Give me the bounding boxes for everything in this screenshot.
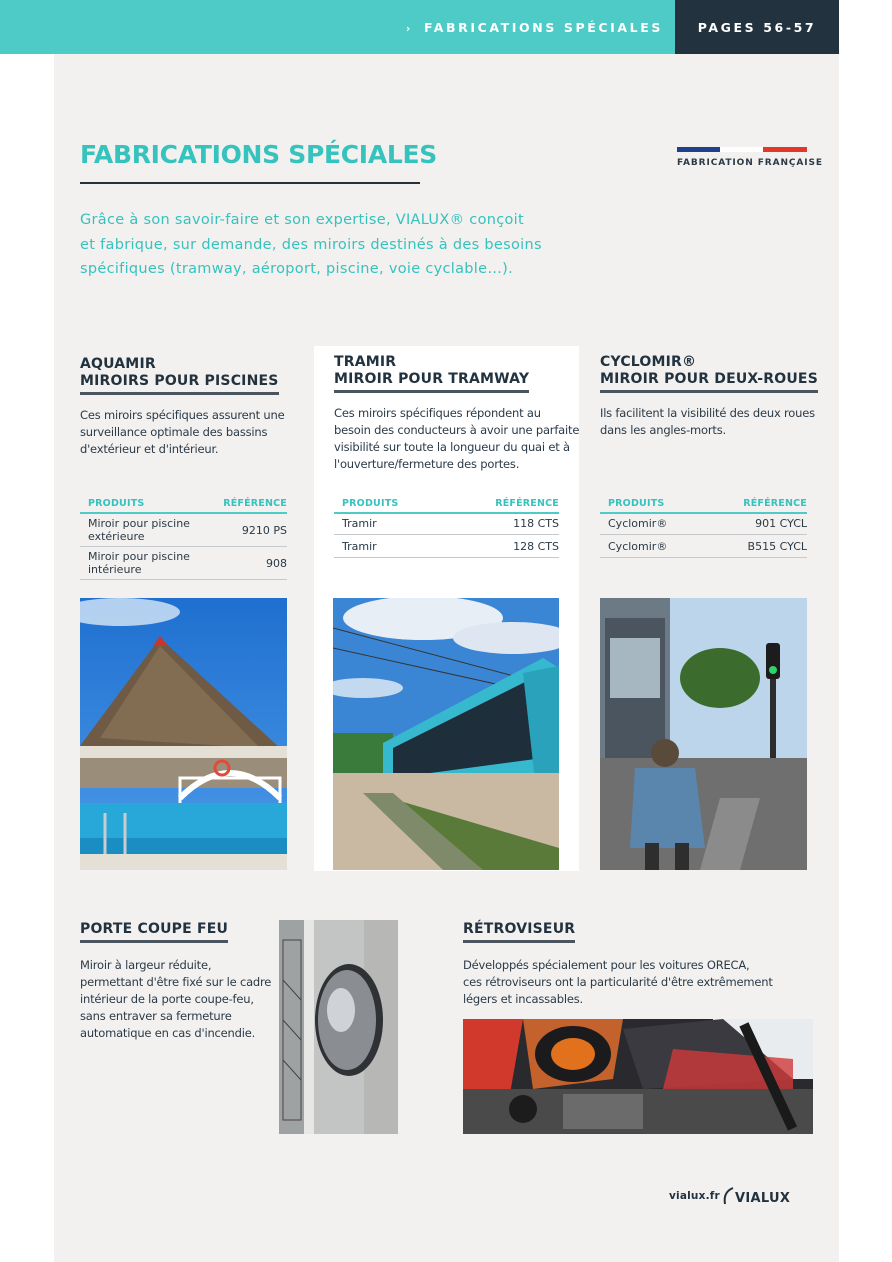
desc-line: légers et incassables.: [463, 992, 583, 1006]
product-name: AQUAMIR: [80, 356, 156, 372]
row-product: Cyclomir®: [608, 540, 668, 553]
product-heading: [80, 356, 279, 395]
col-ref: RÉFÉRENCE: [495, 498, 559, 509]
table-row: [80, 514, 287, 547]
desc-line: intérieur de la porte coupe-feu,: [80, 992, 254, 1006]
mirror-title: RÉTROVISEUR: [463, 921, 575, 943]
page-title: FABRICATIONS SPÉCIALES: [80, 140, 437, 169]
row-product: Tramir: [342, 540, 377, 553]
pool-photo: [80, 598, 287, 870]
table-row: [600, 535, 807, 558]
desc-line: d'extérieur et d'intérieur.: [80, 442, 219, 456]
row-ref: 128 CTS: [513, 540, 559, 553]
section-label-text: FABRICATIONS SPÉCIALES: [424, 20, 663, 35]
product-table-aquamir: [80, 498, 287, 580]
vialux-logo: [722, 1187, 790, 1206]
flag-red: [763, 147, 807, 152]
product-description: [80, 407, 287, 458]
product-name: CYCLOMIR®: [600, 354, 697, 370]
row-ref: B515 CYCL: [747, 540, 807, 553]
chevron-right-icon: ›: [405, 22, 414, 35]
product-name: TRAMIR: [334, 354, 397, 370]
desc-line: l'ouverture/fermeture des portes.: [334, 457, 520, 471]
desc-line: permettant d'être fixé sur le cadre: [80, 975, 272, 989]
table-header: [334, 498, 559, 514]
col-ref: RÉFÉRENCE: [743, 498, 807, 509]
col-ref: RÉFÉRENCE: [223, 498, 287, 509]
table-row: [334, 514, 559, 535]
col-product: PRODUITS: [342, 498, 399, 509]
row-product-line: Miroir pour piscine: [88, 517, 190, 530]
row-product: [88, 517, 190, 543]
product-table-tramir: [334, 498, 559, 558]
product-cyclomir: [600, 354, 818, 439]
tramway-photo: [333, 598, 559, 870]
pages-label: PAGES 56-57: [675, 0, 839, 54]
fire-door-title: PORTE COUPE FEU: [80, 921, 228, 943]
product-heading: [600, 354, 818, 393]
row-ref: 9210 PS: [241, 523, 287, 537]
table-row: [600, 514, 807, 535]
col-product: PRODUITS: [608, 498, 665, 509]
desc-line: Ils facilitent la visibilité des deux roues: [600, 406, 815, 420]
desc-line: automatique en cas d'incendie.: [80, 1026, 256, 1040]
product-aquamir: [80, 356, 287, 458]
intro-line: spécifiques (tramway, aéroport, piscine, voie cyclable…).: [80, 261, 513, 277]
row-product-line: intérieure: [88, 563, 142, 576]
header-bar: [0, 0, 839, 54]
url-text[interactable]: vialux.fr: [669, 1190, 720, 1202]
product-table-cyclomir: [600, 498, 807, 558]
row-product: Tramir: [342, 517, 377, 530]
fire-door-description: [80, 957, 271, 1042]
desc-line: Développés spécialement pour les voitures ORECA,: [463, 958, 750, 972]
product-tramir: [334, 354, 580, 473]
col-product: PRODUITS: [88, 498, 145, 509]
title-underline: [80, 182, 420, 184]
product-heading: [334, 354, 529, 393]
mirror-description: [463, 957, 773, 1008]
product-description: [334, 405, 580, 473]
row-ref: 901 CYCL: [755, 517, 807, 530]
desc-line: Ces miroirs spécifiques répondent au: [334, 406, 541, 420]
table-header: [600, 498, 807, 514]
desc-line: visibilité sur toute la longueur du quai et à: [334, 440, 570, 454]
row-ref: 118 CTS: [513, 517, 559, 530]
intro-paragraph: [80, 208, 580, 282]
section-label: [406, 0, 663, 54]
table-row: [80, 547, 287, 580]
desc-line: surveillance optimale des bassins: [80, 425, 268, 439]
footer-url[interactable]: [669, 1190, 720, 1202]
product-subtitle: MIROIR POUR TRAMWAY: [334, 371, 530, 387]
table-row: [334, 535, 559, 558]
logo-arc-icon: [722, 1187, 734, 1205]
intro-line: Grâce à son savoir-faire et son expertise, VIALUX® conçoit: [80, 212, 524, 228]
french-flag-icon: [677, 147, 807, 152]
desc-line: sans entraver sa fermeture: [80, 1009, 232, 1023]
row-product: Cyclomir®: [608, 517, 668, 530]
product-description: [600, 405, 815, 439]
table-header: [80, 498, 287, 514]
desc-line: besoin des conducteurs à avoir une parfaite: [334, 423, 580, 437]
row-product: [88, 550, 190, 576]
brand-text: VIALUX: [735, 1191, 791, 1206]
desc-line: Miroir à largeur réduite,: [80, 958, 212, 972]
fire-door-section: [80, 918, 271, 1042]
row-product-line: Miroir pour piscine: [88, 550, 190, 563]
flag-white: [720, 147, 763, 152]
fire-door-photo: [279, 920, 398, 1134]
fabrication-badge: FABRICATION FRANÇAISE: [677, 158, 823, 168]
product-subtitle: MIROIRS POUR PISCINES: [80, 373, 279, 389]
desc-line: Ces miroirs spécifiques assurent une: [80, 408, 285, 422]
mirror-section: [463, 918, 773, 1008]
row-product-line: extérieure: [88, 530, 145, 543]
row-ref: 908: [266, 556, 287, 570]
intro-line: et fabrique, sur demande, des miroirs destinés à des besoins: [80, 236, 542, 253]
desc-line: ces rétroviseurs ont la particularité d'être extrêmement: [463, 975, 773, 989]
product-subtitle: MIROIR POUR DEUX-ROUES: [600, 371, 818, 387]
race-car-photo: [463, 1019, 813, 1134]
desc-line: dans les angles-morts.: [600, 423, 726, 437]
cyclist-photo: [600, 598, 807, 870]
flag-blue: [677, 147, 720, 152]
